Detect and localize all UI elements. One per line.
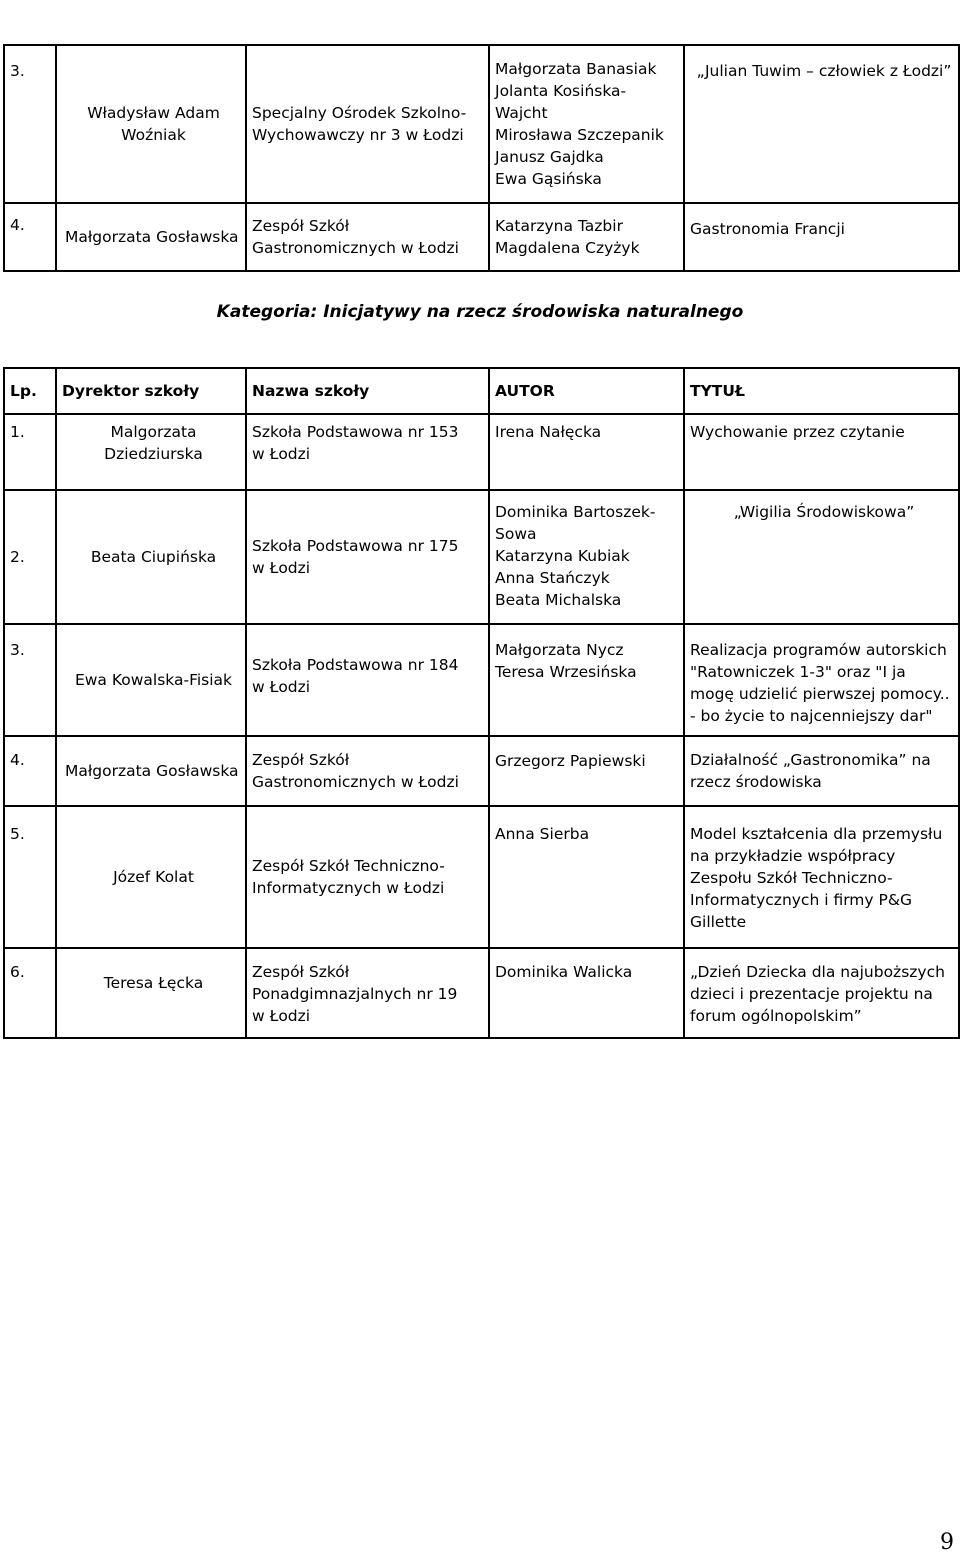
lp-cell: 1. xyxy=(4,414,56,490)
title-cell xyxy=(684,45,959,203)
school-cell xyxy=(246,45,489,203)
project-title: Gillette xyxy=(690,913,747,931)
lp-cell: 6. xyxy=(4,948,56,1038)
author-name: Mirosława Szczepanik xyxy=(495,126,664,144)
lp-cell: 5. xyxy=(4,806,56,948)
table-row xyxy=(4,203,959,271)
school-cell xyxy=(246,490,489,624)
author-name: Katarzyna Tazbir xyxy=(495,217,623,235)
project-title: „Wigilia Środowiskowa” xyxy=(733,503,915,521)
header-title: TYTUŁ xyxy=(684,368,959,414)
table-header-row xyxy=(4,368,959,414)
project-title: Zespołu Szkół Techniczno- xyxy=(690,869,893,887)
author-name: Beata Michalska xyxy=(495,591,622,609)
director-cell xyxy=(56,45,246,203)
title-cell xyxy=(684,624,959,736)
director-cell xyxy=(56,414,246,490)
school-cell xyxy=(246,948,489,1038)
title-cell xyxy=(684,948,959,1038)
director-name: Teresa Łęcka xyxy=(103,974,204,992)
authors-cell xyxy=(489,624,684,736)
project-title: Informatycznych i firmy P&G xyxy=(690,891,912,909)
header-director: Dyrektor szkoły xyxy=(56,368,246,414)
author-name: Magdalena Czyżyk xyxy=(495,239,640,257)
director-name: Józef Kolat xyxy=(113,868,194,886)
lp-cell: 3. xyxy=(4,45,56,203)
director-name: Władysław Adam Woźniak xyxy=(87,104,220,144)
author-name: Jolanta Kosińska- xyxy=(495,82,627,100)
author-name: Dominika Bartoszek- xyxy=(495,503,656,521)
author-name: Janusz Gajdka xyxy=(495,148,604,166)
author-name: Małgorzata Banasiak xyxy=(495,60,657,78)
authors-cell xyxy=(489,806,684,948)
author-name: Grzegorz Papiewski xyxy=(495,752,646,770)
school-cell xyxy=(246,806,489,948)
project-title: Wychowanie przez czytanie xyxy=(690,423,905,441)
title-cell xyxy=(684,203,959,271)
school-name: Gastronomicznych w Łodzi xyxy=(252,773,459,791)
authors-cell xyxy=(489,736,684,806)
school-cell xyxy=(246,624,489,736)
project-title: forum ogólnopolskim” xyxy=(690,1007,862,1025)
authors-cell xyxy=(489,948,684,1038)
lp-cell: 4. xyxy=(4,203,56,271)
school-name: w Łodzi xyxy=(252,445,311,463)
project-title: "Ratowniczek 1-3" oraz "I ja xyxy=(690,663,906,681)
school-name: Zespół Szkół xyxy=(252,217,350,235)
director-cell xyxy=(56,490,246,624)
project-title: mogę udzielić pierwszej pomocy.. xyxy=(690,685,950,703)
category-heading: Kategoria: Inicjatywy na rzecz środowiska naturalnego xyxy=(216,302,744,322)
authors-cell xyxy=(489,45,684,203)
school-cell xyxy=(246,414,489,490)
author-name: Sowa xyxy=(495,525,537,543)
director-name: Beata Ciupińska xyxy=(90,548,217,566)
project-title: rzecz środowiska xyxy=(690,773,822,791)
category-table xyxy=(3,367,960,1039)
table-row xyxy=(4,490,959,624)
school-name: Informatycznych w Łodzi xyxy=(252,879,445,897)
project-title: „Dzień Dziecka dla najuboższych xyxy=(690,963,945,981)
school-cell xyxy=(246,736,489,806)
director-name: Małgorzata Gosławska xyxy=(65,762,239,780)
school-cell xyxy=(246,203,489,271)
school-name: w Łodzi xyxy=(252,559,311,577)
project-title: Realizacja programów autorskich xyxy=(690,641,947,659)
director-cell xyxy=(56,948,246,1038)
header-lp: Lp. xyxy=(4,368,56,414)
authors-cell xyxy=(489,203,684,271)
director-cell xyxy=(56,806,246,948)
page-number: 9 xyxy=(940,1530,954,1555)
header-author: AUTOR xyxy=(489,368,684,414)
project-title: - bo życie to najcenniejszy dar" xyxy=(690,707,933,725)
title-cell xyxy=(684,806,959,948)
project-title: na przykładzie współpracy xyxy=(690,847,896,865)
director-cell xyxy=(56,736,246,806)
title-cell xyxy=(684,414,959,490)
school-name: Specjalny Ośrodek Szkolno-Wychowawczy nr 3 w Łodzi xyxy=(252,104,467,144)
author-name: Ewa Gąsińska xyxy=(495,170,602,188)
project-title: Gastronomia Francji xyxy=(690,220,845,238)
director-name: Ewa Kowalska-Fisiak xyxy=(74,671,233,689)
school-name: Szkoła Podstawowa nr 175 xyxy=(252,537,459,555)
director-cell xyxy=(56,203,246,271)
author-name: Małgorzata Nycz xyxy=(495,641,624,659)
school-name: Zespół Szkół xyxy=(252,963,350,981)
director-name: Malgorzata xyxy=(110,423,197,441)
school-name: Szkoła Podstawowa nr 184 xyxy=(252,656,459,674)
school-name: Gastronomicznych w Łodzi xyxy=(252,239,459,257)
school-name: Szkoła Podstawowa nr 153 xyxy=(252,423,459,441)
author-name: Anna Sierba xyxy=(495,825,590,843)
school-name: w Łodzi xyxy=(252,678,311,696)
school-name: Zespół Szkół xyxy=(252,751,350,769)
author-name: Irena Nałęcka xyxy=(495,423,602,441)
table-row xyxy=(4,624,959,736)
director-name: Dziedziurska xyxy=(104,445,203,463)
school-name: w Łodzi xyxy=(252,1007,311,1025)
school-name: Ponadgimnazjalnych nr 19 xyxy=(252,985,458,1003)
continuation-table xyxy=(3,44,960,272)
authors-cell xyxy=(489,490,684,624)
director-cell xyxy=(56,624,246,736)
project-title: Działalność „Gastronomika” na xyxy=(690,751,931,769)
lp-cell: 2. xyxy=(4,490,56,624)
author-name: Dominika Walicka xyxy=(495,963,633,981)
header-school: Nazwa szkoły xyxy=(246,368,489,414)
project-title: „Julian Tuwim – człowiek z Łodzi” xyxy=(696,62,952,80)
table-row xyxy=(4,414,959,490)
table-row xyxy=(4,806,959,948)
table-row xyxy=(4,948,959,1038)
authors-cell xyxy=(489,414,684,490)
school-name: Zespół Szkół Techniczno- xyxy=(252,857,445,875)
title-cell xyxy=(684,736,959,806)
lp-cell: 4. xyxy=(4,736,56,806)
lp-cell: 3. xyxy=(4,624,56,736)
project-title: dzieci i prezentacje projektu na xyxy=(690,985,933,1003)
author-name: Teresa Wrzesińska xyxy=(495,663,637,681)
director-name: Małgorzata Gosławska xyxy=(65,228,239,246)
author-name: Anna Stańczyk xyxy=(495,569,610,587)
author-name: Katarzyna Kubiak xyxy=(495,547,630,565)
title-cell xyxy=(684,490,959,624)
author-name: Wajcht xyxy=(495,104,548,122)
table-row xyxy=(4,736,959,806)
project-title: Model kształcenia dla przemysłu xyxy=(690,825,943,843)
table-row xyxy=(4,45,959,203)
